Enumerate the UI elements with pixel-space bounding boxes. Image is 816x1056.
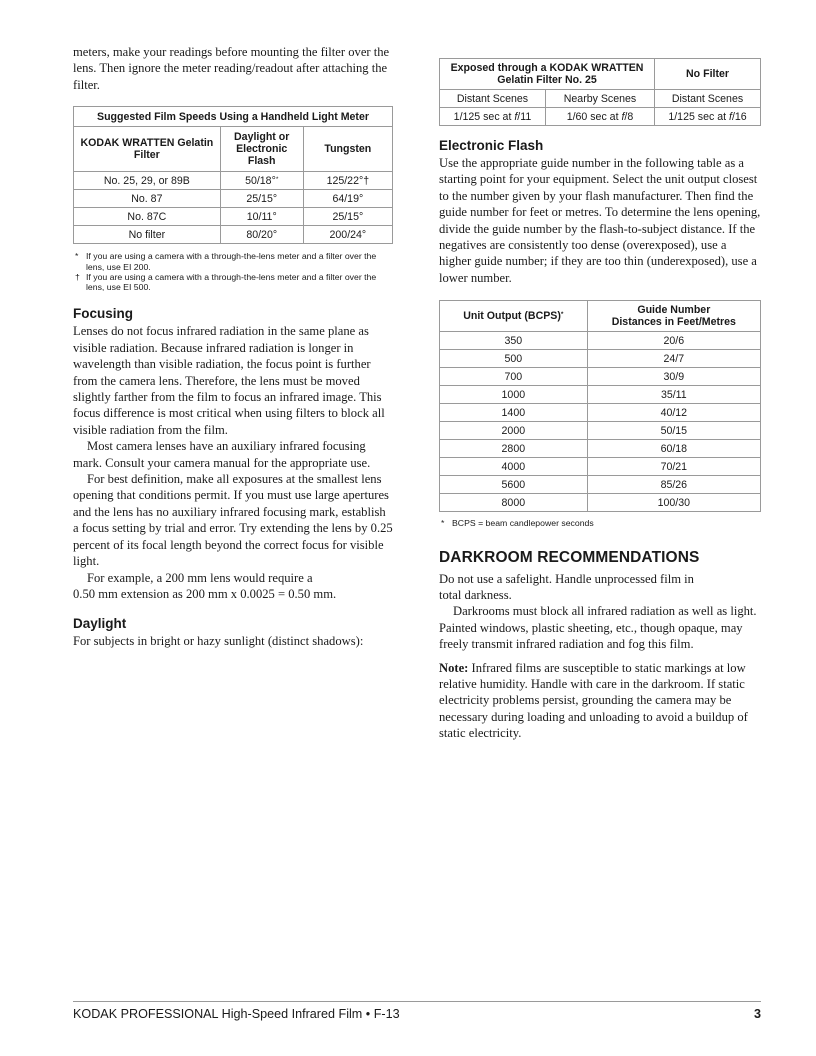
column-header-daylight: Daylight or Electronic Flash xyxy=(220,127,303,172)
table-row xyxy=(440,494,761,512)
table-cell: 2000 xyxy=(440,422,588,440)
table-cell: No. 87C xyxy=(74,208,221,226)
table-row xyxy=(440,476,761,494)
table-cell: 4000 xyxy=(440,458,588,476)
f-number-symbol: f xyxy=(621,110,625,123)
footnote-ei-500 xyxy=(73,272,393,293)
table-cell: 25/15° xyxy=(303,208,392,226)
table-cell: 70/21 xyxy=(587,458,760,476)
table-cell: 64/19° xyxy=(303,190,392,208)
table-cell: 30/9 xyxy=(587,368,760,386)
footnote-text: If you are using a camera with a through-the-lens meter and a filter over the lens, use EI 500. xyxy=(86,271,377,293)
table-cell: 25/15° xyxy=(220,190,303,208)
focusing-paragraph-2: Most camera lenses have an auxiliary infrared focusing mark. Consult your camera manual for the appropriate use. xyxy=(73,439,371,470)
darkroom-heading: DARKROOM RECOMMENDATIONS xyxy=(439,548,700,566)
cell-value: 1/125 sec at xyxy=(668,110,730,123)
darkroom-paragraph-2: Darkrooms must block all infrared radiation as well as light. Painted windows, plastic sheeting, etc., though opaque, may freely transmit infrared radiation and fog this film. xyxy=(439,604,757,652)
table-cell: 100/30 xyxy=(587,494,760,512)
table-cell: No. 87 xyxy=(74,190,221,208)
exposure-subheader: Distant Scenes xyxy=(655,90,761,108)
table-row xyxy=(74,172,393,190)
table-cell: 350 xyxy=(440,332,588,350)
left-column xyxy=(73,44,393,650)
footnote-text: If you are using a camera with a through-the-lens meter and a filter over the lens, use EI 200. xyxy=(86,251,377,272)
table-row xyxy=(440,440,761,458)
bcps-footnote xyxy=(439,518,761,528)
table-cell: 700 xyxy=(440,368,588,386)
guide-number-table xyxy=(439,300,761,512)
table-row xyxy=(74,226,393,244)
table-cell: 1000 xyxy=(440,386,588,404)
header-text: Guide Number xyxy=(637,304,711,317)
electronic-flash-paragraph: Use the appropriate guide number in the following table as a starting point for your equipment. Select the unit output closest to the number given by your flash manufacturer. Then find the guide number for feet or metres. To determine the lens opening, divide the guide number by the flash-to-subject distance. If the negatives are consistently too dense (overexposed), use a higher guide number; if they are too thin (underexposed), use a lower number. xyxy=(439,156,761,285)
table-footnotes xyxy=(73,251,393,292)
table-row xyxy=(440,422,761,440)
table-cell: 35/11 xyxy=(587,386,760,404)
exposure-header-filter: Exposed through a KODAK WRATTEN Gelatin Filter No. 25 xyxy=(440,59,655,90)
table-row xyxy=(74,190,393,208)
table-row xyxy=(440,404,761,422)
footnote-marker: * xyxy=(560,311,564,319)
footnote-marker: * xyxy=(275,175,279,183)
column-header-unit-output xyxy=(440,301,588,332)
footnote-mark: * xyxy=(75,251,79,262)
focusing-paragraph-4: For example, a 200 mm lens would require a xyxy=(87,570,313,585)
daylight-paragraph: For subjects in bright or hazy sunlight (distinct shadows): xyxy=(73,634,364,649)
table-cell: 2800 xyxy=(440,440,588,458)
cell-value: 50/18° xyxy=(245,174,276,187)
footer-title: KODAK PROFESSIONAL High-Speed Infrared Film • F-13 xyxy=(73,1007,400,1021)
table-cell: 1400 xyxy=(440,404,588,422)
footnote-mark: * xyxy=(441,518,445,529)
table-cell: 50/15 xyxy=(587,422,760,440)
table-cell: 80/20° xyxy=(220,226,303,244)
intro-paragraph: meters, make your readings before mounting the filter over the lens. Then ignore the meter reading/readout after attaching the filter. xyxy=(73,45,390,92)
right-column xyxy=(439,58,761,742)
column-header-tungsten: Tungsten xyxy=(303,127,392,172)
table-cell xyxy=(545,108,654,126)
table-cell: 8000 xyxy=(440,494,588,512)
table-cell: 500 xyxy=(440,350,588,368)
table-cell: 10/11° xyxy=(220,208,303,226)
column-header-filter: KODAK WRATTEN Gelatin Filter xyxy=(74,127,221,172)
table-cell: No. 25, 29, or 89B xyxy=(74,172,221,190)
table-row xyxy=(440,108,761,126)
table-cell xyxy=(655,108,761,126)
table-cell: 40/12 xyxy=(587,404,760,422)
page-number: 3 xyxy=(753,1007,761,1021)
note-text: Infrared films are susceptible to static markings at low relative humidity. Handle with care in the darkroom. If static electricity problems persist, grounding the camera may be necessary during loading and unloading to avoid a buildup of static electricity. xyxy=(439,660,748,741)
focusing-heading: Focusing xyxy=(73,306,133,322)
footnote-ei-200 xyxy=(73,251,393,272)
exposure-subheader: Distant Scenes xyxy=(440,90,546,108)
f-number-symbol: f xyxy=(729,110,732,123)
daylight-heading: Daylight xyxy=(73,616,127,632)
darkroom-note xyxy=(439,660,761,742)
darkroom-paragraph-1 xyxy=(439,571,761,604)
header-text: Distances in Feet/Metres xyxy=(611,316,736,329)
table-cell xyxy=(440,108,546,126)
table-cell: 5600 xyxy=(440,476,588,494)
table-row xyxy=(440,386,761,404)
cell-value: /8 xyxy=(624,110,634,123)
cell-value: /11 xyxy=(517,110,532,123)
column-header-guide-number xyxy=(587,301,760,332)
cell-value: 1/125 sec at xyxy=(453,110,515,123)
focusing-paragraph-5: 0.50 mm extension as 200 mm x 0.0025 = 0.50 mm. xyxy=(73,586,337,601)
footnote-mark: † xyxy=(75,271,80,282)
table-cell: 85/26 xyxy=(587,476,760,494)
table-cell: 20/6 xyxy=(587,332,760,350)
header-text: Unit Output (BCPS) xyxy=(463,310,561,323)
guide-number-rows xyxy=(440,332,761,512)
cell-value: /16 xyxy=(731,110,747,123)
cell-value: 1/60 sec at xyxy=(566,110,622,123)
table-row xyxy=(440,350,761,368)
f-number-symbol: f xyxy=(514,110,518,123)
table-row xyxy=(440,368,761,386)
table-row xyxy=(440,332,761,350)
table-cell: 24/7 xyxy=(587,350,760,368)
film-speed-table xyxy=(73,106,393,244)
text-line: total darkness. xyxy=(439,587,512,602)
focusing-paragraph-3: For best definition, make all exposures at the smallest lens opening that conditions permit. If you must use large apertures and the lens has no auxiliary infrared focusing mark, establish a focus setting by trial and error. Try extending the lens by 0.25 percent of its focal length beyond the correct focus for visible light. xyxy=(73,472,393,569)
table-cell: 200/24° xyxy=(303,226,392,244)
film-speed-table-title: Suggested Film Speeds Using a Handheld Light Meter xyxy=(74,107,393,127)
table-cell xyxy=(220,172,303,190)
note-label: Note: xyxy=(439,660,469,675)
text-line: Do not use a safelight. Handle unprocessed film in xyxy=(439,571,694,586)
footnote-text: BCPS = beam candlepower seconds xyxy=(452,518,594,529)
exposure-subheader: Nearby Scenes xyxy=(545,90,654,108)
focusing-paragraph-1: Lenses do not focus infrared radiation in the same plane as visible radiation. Because infrared radiation is longer in wavelength than visible radiation, the focus point is further from the camera lens. Therefore, the lens must be moved slightly farther from the film to focus an infrared image. This focus difference is most critical when using filters to block all visible radiation from the film. xyxy=(73,324,385,437)
table-cell: 125/22°† xyxy=(303,172,392,190)
exposure-table xyxy=(439,58,761,126)
page-footer xyxy=(73,1001,761,1021)
table-cell: No filter xyxy=(74,226,221,244)
exposure-header-no-filter: No Filter xyxy=(655,59,761,90)
table-row xyxy=(440,458,761,476)
table-row xyxy=(74,208,393,226)
table-cell: 60/18 xyxy=(587,440,760,458)
electronic-flash-heading: Electronic Flash xyxy=(439,138,544,153)
